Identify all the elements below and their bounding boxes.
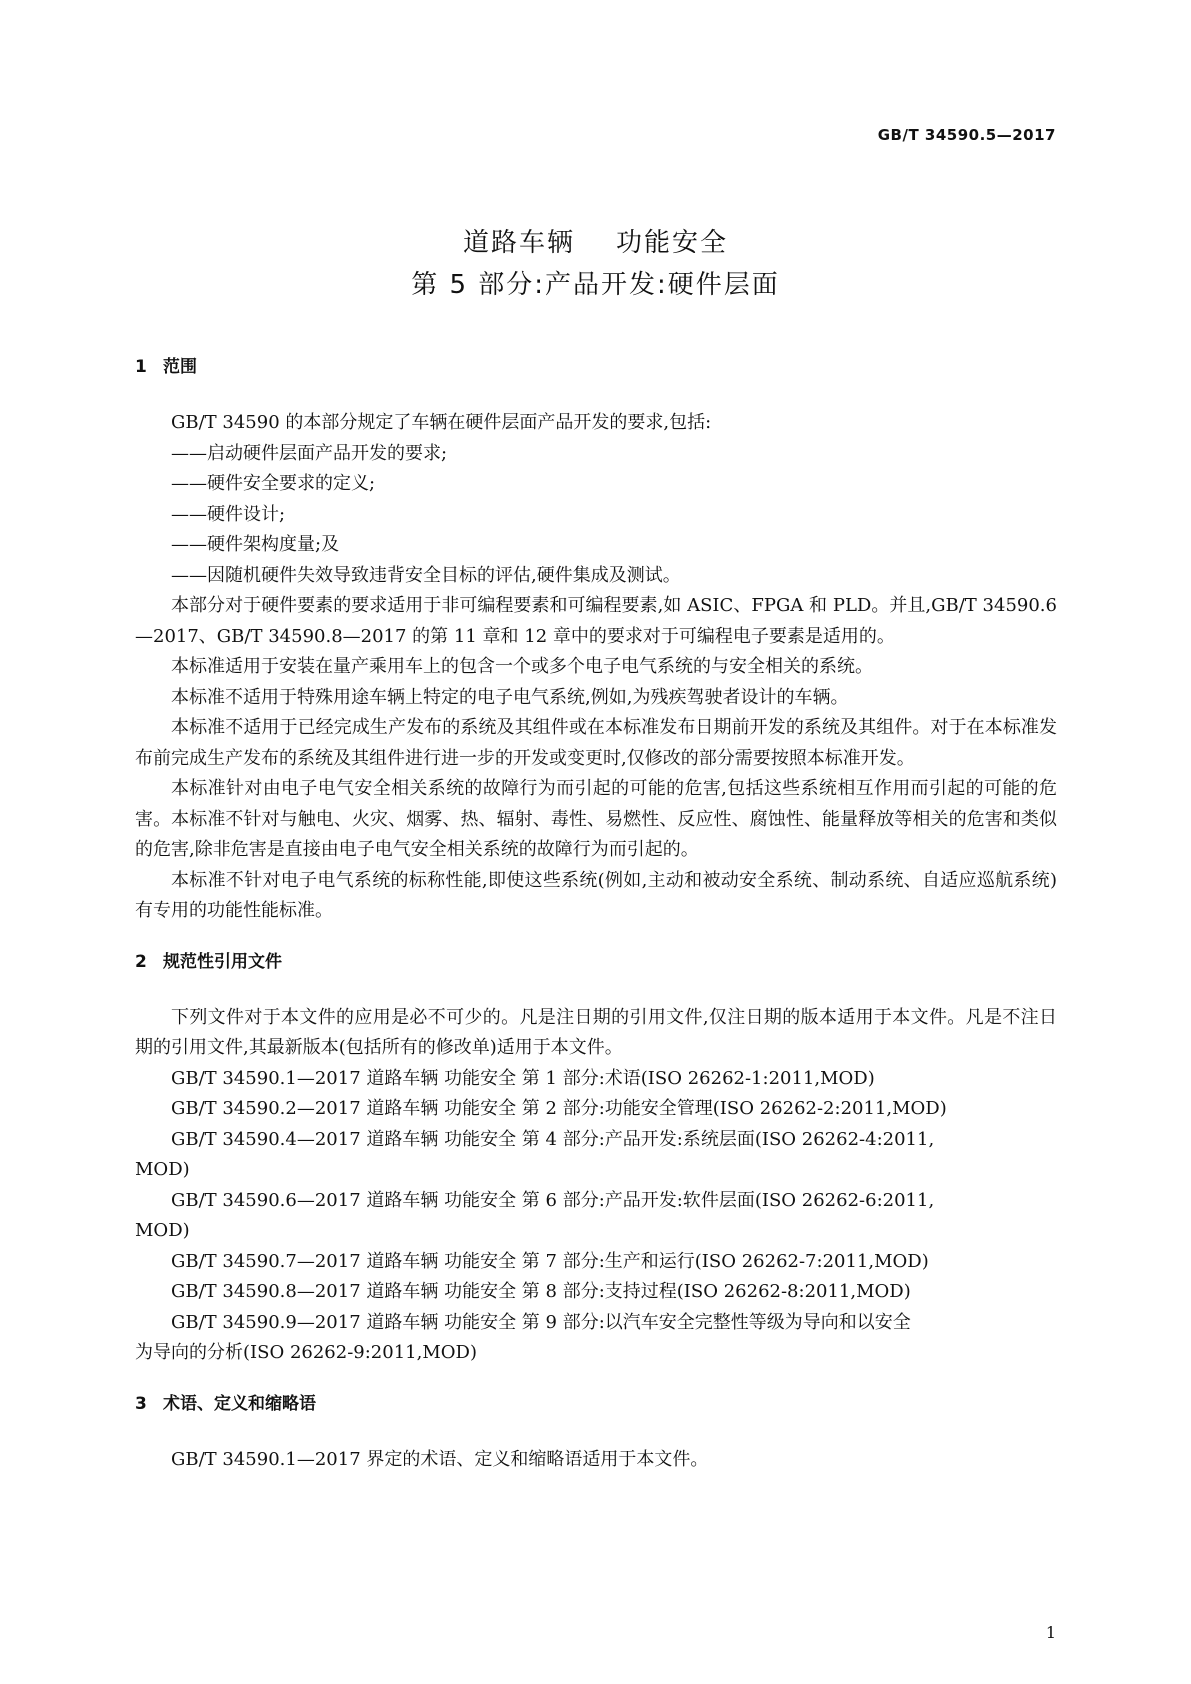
section-number: 2 bbox=[135, 951, 147, 972]
reference-entry bbox=[135, 1125, 1057, 1156]
reference-entry bbox=[135, 1064, 1057, 1095]
reference-continuation: 为导向的分析(ISO 26262-9:2011,MOD) bbox=[135, 1342, 477, 1363]
list-item: ——硬件设计; bbox=[171, 503, 286, 525]
paragraph: 本标准适用于安装在量产乘用车上的包含一个或多个电子电气系统的与安全相关的系统。 bbox=[171, 656, 873, 677]
section-title: 范围 bbox=[163, 357, 197, 377]
paragraph: GB/T 34590 的本部分规定了车辆在硬件层面产品开发的要求,包括: bbox=[171, 412, 712, 433]
paragraph: 本标准不适用于特殊用途车辆上特定的电子电气系统,例如,为残疾驾驶者设计的车辆。 bbox=[171, 686, 849, 708]
section-number: 3 bbox=[135, 1393, 147, 1414]
paragraph: 下列文件对于本文件的应用是必不可少的。凡是注日期的引用文件,仅注日期的版本适用于本文件。凡是不注日期的引用文件,其最新版本(包括所有的修改单)适用于本文件。 bbox=[135, 1006, 1057, 1058]
reference-text: GB/T 34590.2—2017 道路车辆 功能安全 第 2 部分:功能安全管理(ISO 26262-2:2011,MOD) bbox=[171, 1098, 947, 1119]
title-line-2: 第 5 部分:产品开发:硬件层面 bbox=[411, 270, 780, 300]
reference-entry bbox=[135, 1186, 1057, 1217]
standard-number: GB/T 34590.5—2017 bbox=[877, 126, 1056, 144]
section-heading-normative-references bbox=[135, 950, 1057, 974]
reference-entry bbox=[135, 1277, 1057, 1308]
list-item: ——硬件架构度量;及 bbox=[171, 534, 340, 555]
section-number: 1 bbox=[135, 357, 147, 377]
section-title: 术语、定义和缩略语 bbox=[163, 1393, 316, 1414]
list-item: ——启动硬件层面产品开发的要求; bbox=[171, 442, 448, 464]
reference-entry bbox=[135, 1094, 1057, 1125]
list-item: ——因随机硬件失效导致违背安全目标的评估,硬件集成及测试。 bbox=[171, 564, 681, 586]
section-heading-scope bbox=[135, 355, 1057, 379]
reference-continuation: MOD) bbox=[135, 1159, 190, 1180]
reference-continuation: MOD) bbox=[135, 1220, 190, 1241]
reference-text: GB/T 34590.4—2017 道路车辆 功能安全 第 4 部分:产品开发:系统层面(ISO 26262-4:2011, bbox=[171, 1128, 935, 1150]
reference-text: GB/T 34590.9—2017 道路车辆 功能安全 第 9 部分:以汽车安全完整性等级为导向和以安全 bbox=[171, 1311, 911, 1333]
paragraph: 本部分对于硬件要素的要求适用于非可编程要素和可编程要素,如 ASIC、FPGA 和 PLD。并且,GB/T 34590.6—2017、GB/T 34590.8—2017 的第 11 章和 12 章中的要求对于可编程电子要素是适用的。 bbox=[135, 595, 1057, 647]
reference-text: GB/T 34590.6—2017 道路车辆 功能安全 第 6 部分:产品开发:软件层面(ISO 26262-6:2011, bbox=[171, 1189, 935, 1211]
list-item: ——硬件安全要求的定义; bbox=[171, 473, 376, 494]
reference-entry bbox=[135, 1247, 1057, 1278]
reference-text: GB/T 34590.7—2017 道路车辆 功能安全 第 7 部分:生产和运行(ISO 26262-7:2011,MOD) bbox=[171, 1250, 929, 1272]
paragraph: GB/T 34590.1—2017 界定的术语、定义和缩略语适用于本文件。 bbox=[171, 1448, 709, 1470]
page-number: 1 bbox=[1045, 1623, 1056, 1642]
section-title: 规范性引用文件 bbox=[163, 951, 282, 972]
reference-text: GB/T 34590.1—2017 道路车辆 功能安全 第 1 部分:术语(ISO 26262-1:2011,MOD) bbox=[171, 1067, 875, 1089]
title-line-1: 道路车辆 功能安全 bbox=[462, 228, 729, 258]
document-title bbox=[0, 222, 1191, 306]
reference-text: GB/T 34590.8—2017 道路车辆 功能安全 第 8 部分:支持过程(ISO 26262-8:2011,MOD) bbox=[171, 1281, 911, 1302]
paragraph: 本标准不针对电子电气系统的标称性能,即使这些系统(例如,主动和被动安全系统、制动系统、自适应巡航系统)有专用的功能性能标准。 bbox=[135, 869, 1057, 921]
document-body bbox=[135, 355, 1057, 1475]
section-heading-terms-definitions bbox=[135, 1392, 1057, 1416]
paragraph: 本标准针对由电子电气安全相关系统的故障行为而引起的可能的危害,包括这些系统相互作用而引起的可能的危害。本标准不针对与触电、火灾、烟雾、热、辐射、毒性、易燃性、反应性、腐蚀性、能量释放等相关的危害和类似的危害,除非危害是直接由电子电气安全相关系统的故障行为而引起的。 bbox=[135, 778, 1057, 860]
paragraph: 本标准不适用于已经完成生产发布的系统及其组件或在本标准发布日期前开发的系统及其组件。对于在本标准发布前完成生产发布的系统及其组件进行进一步的开发或变更时,仅修改的部分需要按照本标准开发。 bbox=[135, 717, 1057, 769]
reference-entry bbox=[135, 1308, 1057, 1339]
